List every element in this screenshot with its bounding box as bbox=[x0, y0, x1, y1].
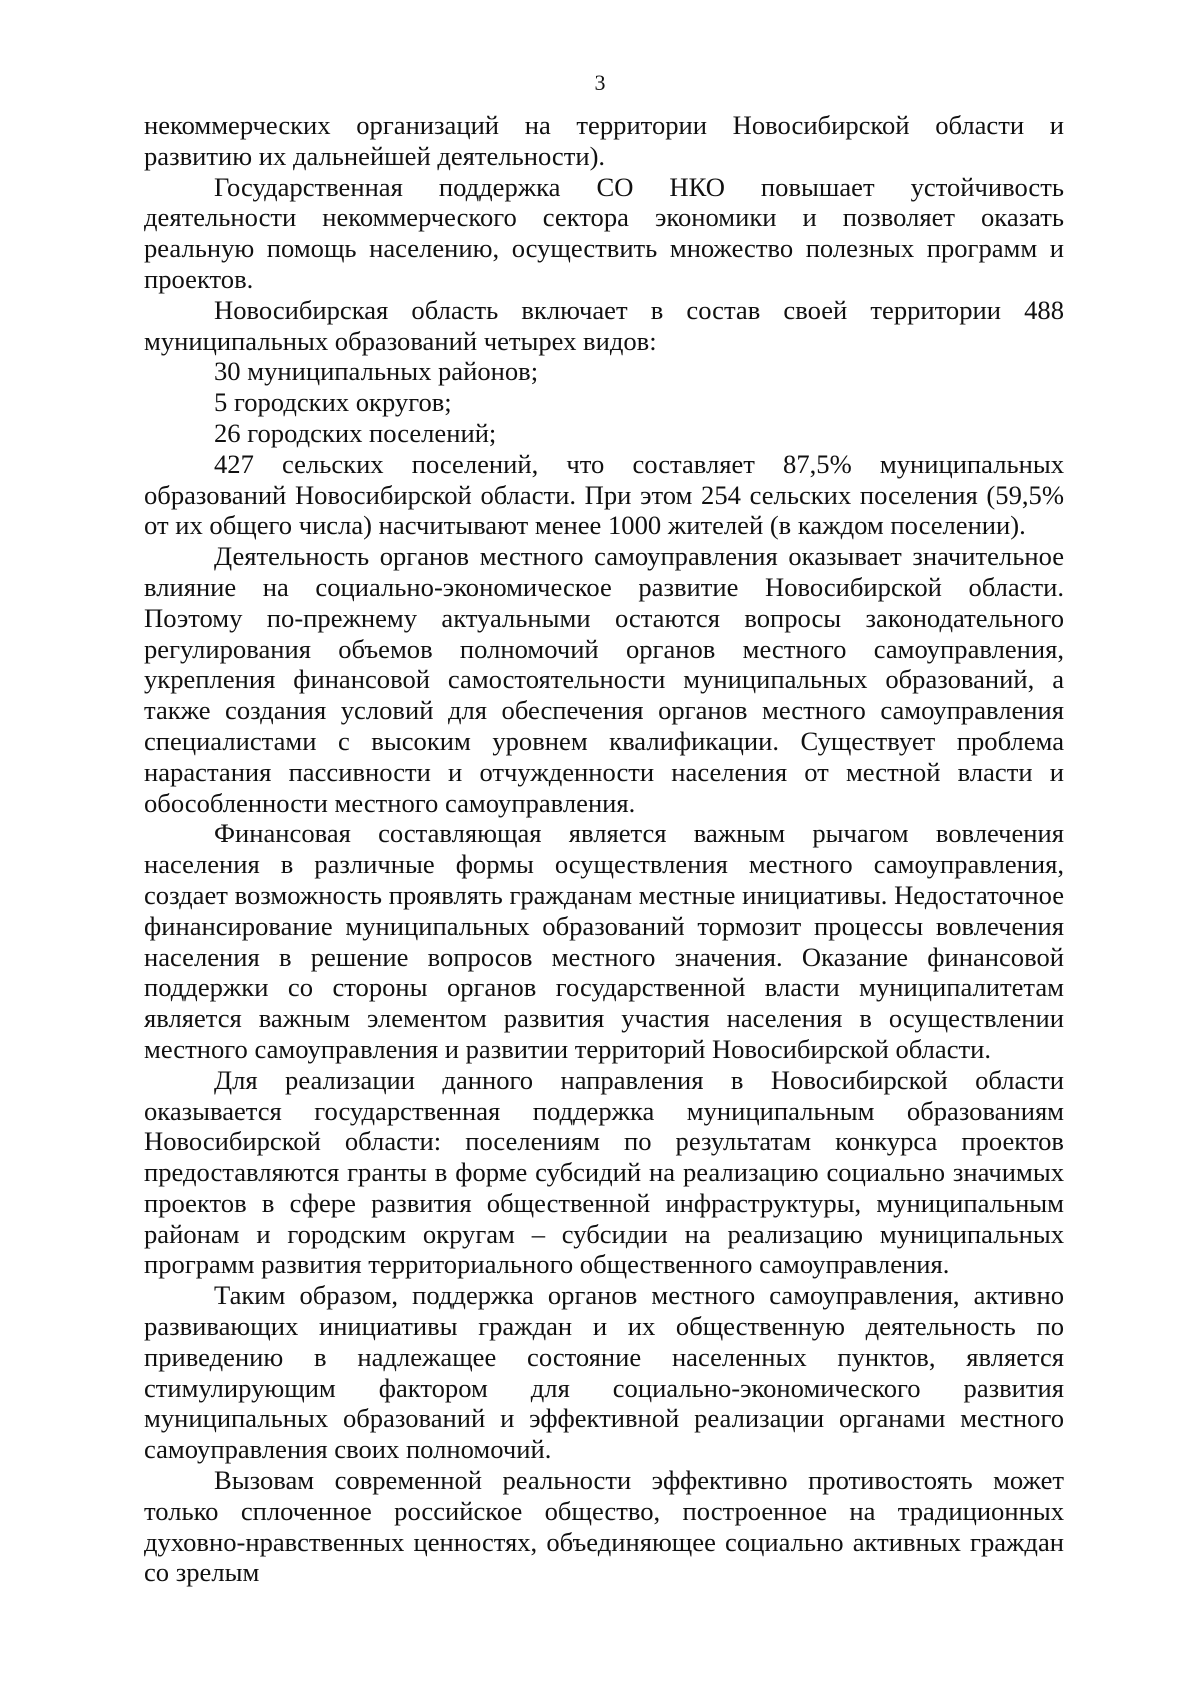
list-item: 427 сельских поселений, что составляет 87,5% муниципальных образований Новосибирской области. При этом 254 сельских поселения (59,5% от их общего числа) насчитывают менее 1000 жителей (в каждом поселении). bbox=[144, 448, 1064, 541]
paragraph: Деятельность органов местного самоуправления оказывает значительное влияние на социально-экономическое развитие Новосибирской области. Поэтому по-прежнему актуальными остаются вопросы законодательного регулирования объемов полномочий органов местного самоуправления, укрепления финансовой самостоятельности муниципальных образований, а также создания условий для обеспечения органов местного самоуправления специалистами с высоким уровнем квалификации. Существует проблема нарастания пассивности и отчужденности населения от местной власти и обособленности местного самоуправления. bbox=[144, 541, 1064, 818]
list-item: 5 городских округов; bbox=[214, 387, 452, 418]
page-number: 3 bbox=[594, 70, 606, 95]
paragraph: некоммерческих организаций на территории Новосибирской области и развитию их дальнейшей деятельности). bbox=[144, 110, 1064, 171]
paragraph: Государственная поддержка СО НКО повышает устойчивость деятельности некоммерческого сектора экономики и позволяет оказать реальную помощь населению, осуществить множество полезных программ и проектов. bbox=[144, 171, 1064, 294]
list-item: 26 городских поселений; bbox=[214, 417, 497, 448]
paragraph: Таким образом, поддержка органов местного самоуправления, активно развивающих инициативы граждан и их общественную деятельность по приведению в надлежащее состояние населенных пунктов, является стимулирующим фактором для социально-экономического развития муниципальных образований и эффективной реализации органами местного самоуправления своих полномочий. bbox=[144, 1280, 1064, 1465]
list-item: 30 муниципальных районов; bbox=[214, 356, 539, 387]
document-body bbox=[144, 110, 1064, 1588]
paragraph: Новосибирская область включает в состав своей территории 488 муниципальных образований четырех видов: bbox=[144, 294, 1064, 356]
paragraph: Финансовая составляющая является важным рычагом вовлечения населения в различные формы осуществления местного самоуправления, создает возможность проявлять гражданам местные инициативы. Недостаточное финансирование муниципальных образований тормозит процессы вовлечения населения в решение вопросов местного значения. Оказание финансовой поддержки со стороны органов государственной власти муниципалитетам является важным элементом развития участия населения в осуществлении местного самоуправления и развитии территорий Новосибирской области. bbox=[144, 818, 1064, 1064]
paragraph: Для реализации данного направления в Новосибирской области оказывается государственная поддержка муниципальным образованиям Новосибирской области: поселениям по результатам конкурса проектов предоставляются гранты в форме субсидий на реализацию социально значимых проектов в сфере развития общественной инфраструктуры, муниципальным районам и городским округам – субсидии на реализацию муниципальных программ развития территориального общественного самоуправления. bbox=[144, 1064, 1064, 1280]
paragraph: Вызовам современной реальности эффективно противостоять может только сплоченное российское общество, построенное на традиционных духовно-нравственных ценностях, объединяющее социально активных граждан со зрелым bbox=[144, 1465, 1064, 1588]
